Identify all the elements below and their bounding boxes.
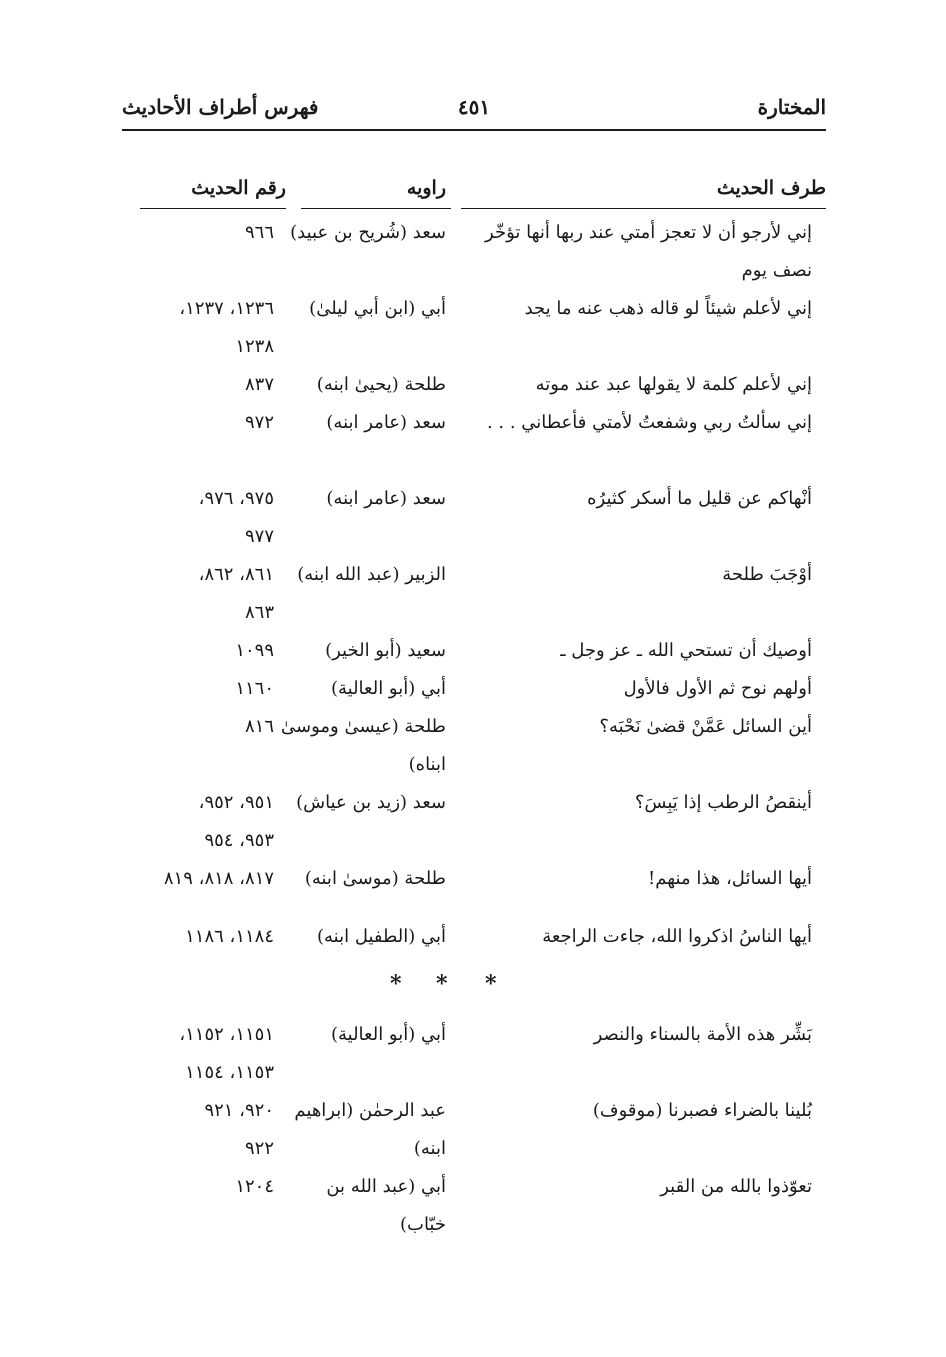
section-separator [0, 964, 946, 1016]
narrator: سعيد (أبو الخير) [325, 640, 446, 661]
narrator: عبد الرحمٰن (ابراهيم ابنه) [294, 1100, 446, 1159]
index-entry [0, 632, 946, 670]
hadith-numbers: ٩٧٥، ٩٧٦، ٩٧٧ [198, 488, 274, 547]
index-entry [0, 918, 946, 964]
book-title: المختارة [757, 95, 826, 119]
narrator: أبي (أبو العالية) [330, 1024, 446, 1045]
narrator: أبي (ابن أبي ليلىٰ) [309, 298, 446, 319]
hadith-numbers: ٨٣٧ [244, 374, 274, 395]
hadith-numbers: ٩٥١، ٩٥٢، ٩٥٣، ٩٥٤ [198, 792, 274, 851]
hadith-text: أين السائل عَمَّنْ قضىٰ نَحْبَه؟ [599, 716, 812, 737]
hadith-numbers: ١٠٩٩ [235, 640, 274, 661]
index-entry [0, 860, 946, 918]
narrator: أبي (أبو العالية) [330, 678, 446, 699]
hadith-index [0, 214, 946, 1244]
narrator: سعد (زيد بن عياش) [296, 792, 446, 813]
hadith-numbers: ٩٢٠، ٩٢١ ٩٢٢ [204, 1100, 274, 1159]
index-entry [0, 1016, 946, 1092]
hadith-text: بَشِّر هذه الأمة بالسناء والنصر [593, 1024, 812, 1045]
section-title: فهرس أطراف الأحاديث [122, 95, 319, 119]
index-entry [0, 1092, 946, 1168]
index-entry [0, 290, 946, 366]
column-rule-narrator [301, 208, 451, 209]
hadith-text: إني لأرجو أن لا تعجز أمتي عند ربها أنها تؤخّر نصف يوم [485, 222, 812, 281]
index-entry [0, 708, 946, 784]
hadith-text: أوْجَبَ طلحة [722, 564, 812, 585]
hadith-text: أنْهاكم عن قليل ما أسكر كثيرُه [587, 488, 812, 509]
hadith-text: إني سألتُ ربي وشفعتُ لأمتي فأعطاني . . . [486, 412, 812, 433]
hadith-numbers: ٩٦٦ [244, 222, 274, 243]
hadith-numbers: ١١٨٤، ١١٨٦ [185, 926, 274, 947]
separator-mark: * [485, 971, 497, 997]
index-entry [0, 480, 946, 556]
column-header-narrator: راويه [406, 177, 446, 199]
narrator: أبي (الطفيل ابنه) [316, 926, 446, 947]
hadith-text: أوصيك أن تستحي الله ـ عز وجل ـ [560, 640, 812, 661]
index-entry [0, 214, 946, 290]
narrator: طلحة (يحيىٰ ابنه) [316, 374, 446, 395]
hadith-text: إني لأعلم شيئاً لو قاله ذهب عنه ما يجد [524, 298, 812, 319]
index-entry [0, 1168, 946, 1244]
index-entry [0, 366, 946, 404]
narrator: سعد (شُريح بن عبيد) [290, 222, 446, 243]
hadith-text: بُلينا بالضراء فصبرنا (موقوف) [592, 1100, 812, 1121]
narrator: طلحة (موسىٰ ابنه) [304, 868, 446, 889]
page-number: ٤٥١ [457, 95, 491, 119]
column-header-number: رقم الحديث [191, 177, 286, 199]
page-header [122, 92, 826, 128]
hadith-text: أولهم نوح ثم الأول فالأول [623, 678, 812, 699]
header-rule [122, 129, 826, 131]
index-entry [0, 784, 946, 860]
separator-mark: * [436, 971, 448, 997]
column-rule-number [140, 208, 286, 209]
hadith-numbers: ٩٧٢ [244, 412, 274, 433]
hadith-text: أيها السائل، هذا منهم! [648, 868, 812, 889]
index-entry [0, 670, 946, 708]
hadith-numbers: ٨١٧، ٨١٨، ٨١٩ [163, 868, 274, 889]
narrator: سعد (عامر ابنه) [326, 488, 446, 509]
hadith-text: أينقصُ الرطب إذا يَبِسَ؟ [634, 792, 812, 813]
index-entry [0, 556, 946, 632]
narrator: طلحة (عيسىٰ وموسىٰ ابناه) [281, 716, 446, 775]
column-header-text: طرف الحديث [716, 177, 826, 199]
index-entry [0, 404, 946, 480]
hadith-text: تعوّذوا بالله من القبر [660, 1176, 812, 1197]
column-rule-text [461, 208, 826, 209]
separator-mark: * [390, 971, 402, 997]
hadith-numbers: ٨١٦ [244, 716, 274, 737]
hadith-text: أيها الناسُ اذكروا الله، جاءت الراجعة [542, 926, 812, 947]
hadith-text: إني لأعلم كلمة لا يقولها عبد عند موته [535, 374, 812, 395]
hadith-numbers: ١٢٠٤ [235, 1176, 274, 1197]
hadith-numbers: ١٢٣٦، ١٢٣٧، ١٢٣٨ [179, 298, 274, 357]
narrator: أبي (عبد الله بن خبّاب) [326, 1176, 446, 1235]
narrator: سعد (عامر ابنه) [326, 412, 446, 433]
hadith-numbers: ٨٦١، ٨٦٢، ٨٦٣ [198, 564, 274, 623]
narrator: الزبير (عبد الله ابنه) [297, 564, 446, 585]
hadith-numbers: ١١٦٠ [235, 678, 274, 699]
hadith-numbers: ١١٥١، ١١٥٢، ١١٥٣، ١١٥٤ [179, 1024, 274, 1083]
